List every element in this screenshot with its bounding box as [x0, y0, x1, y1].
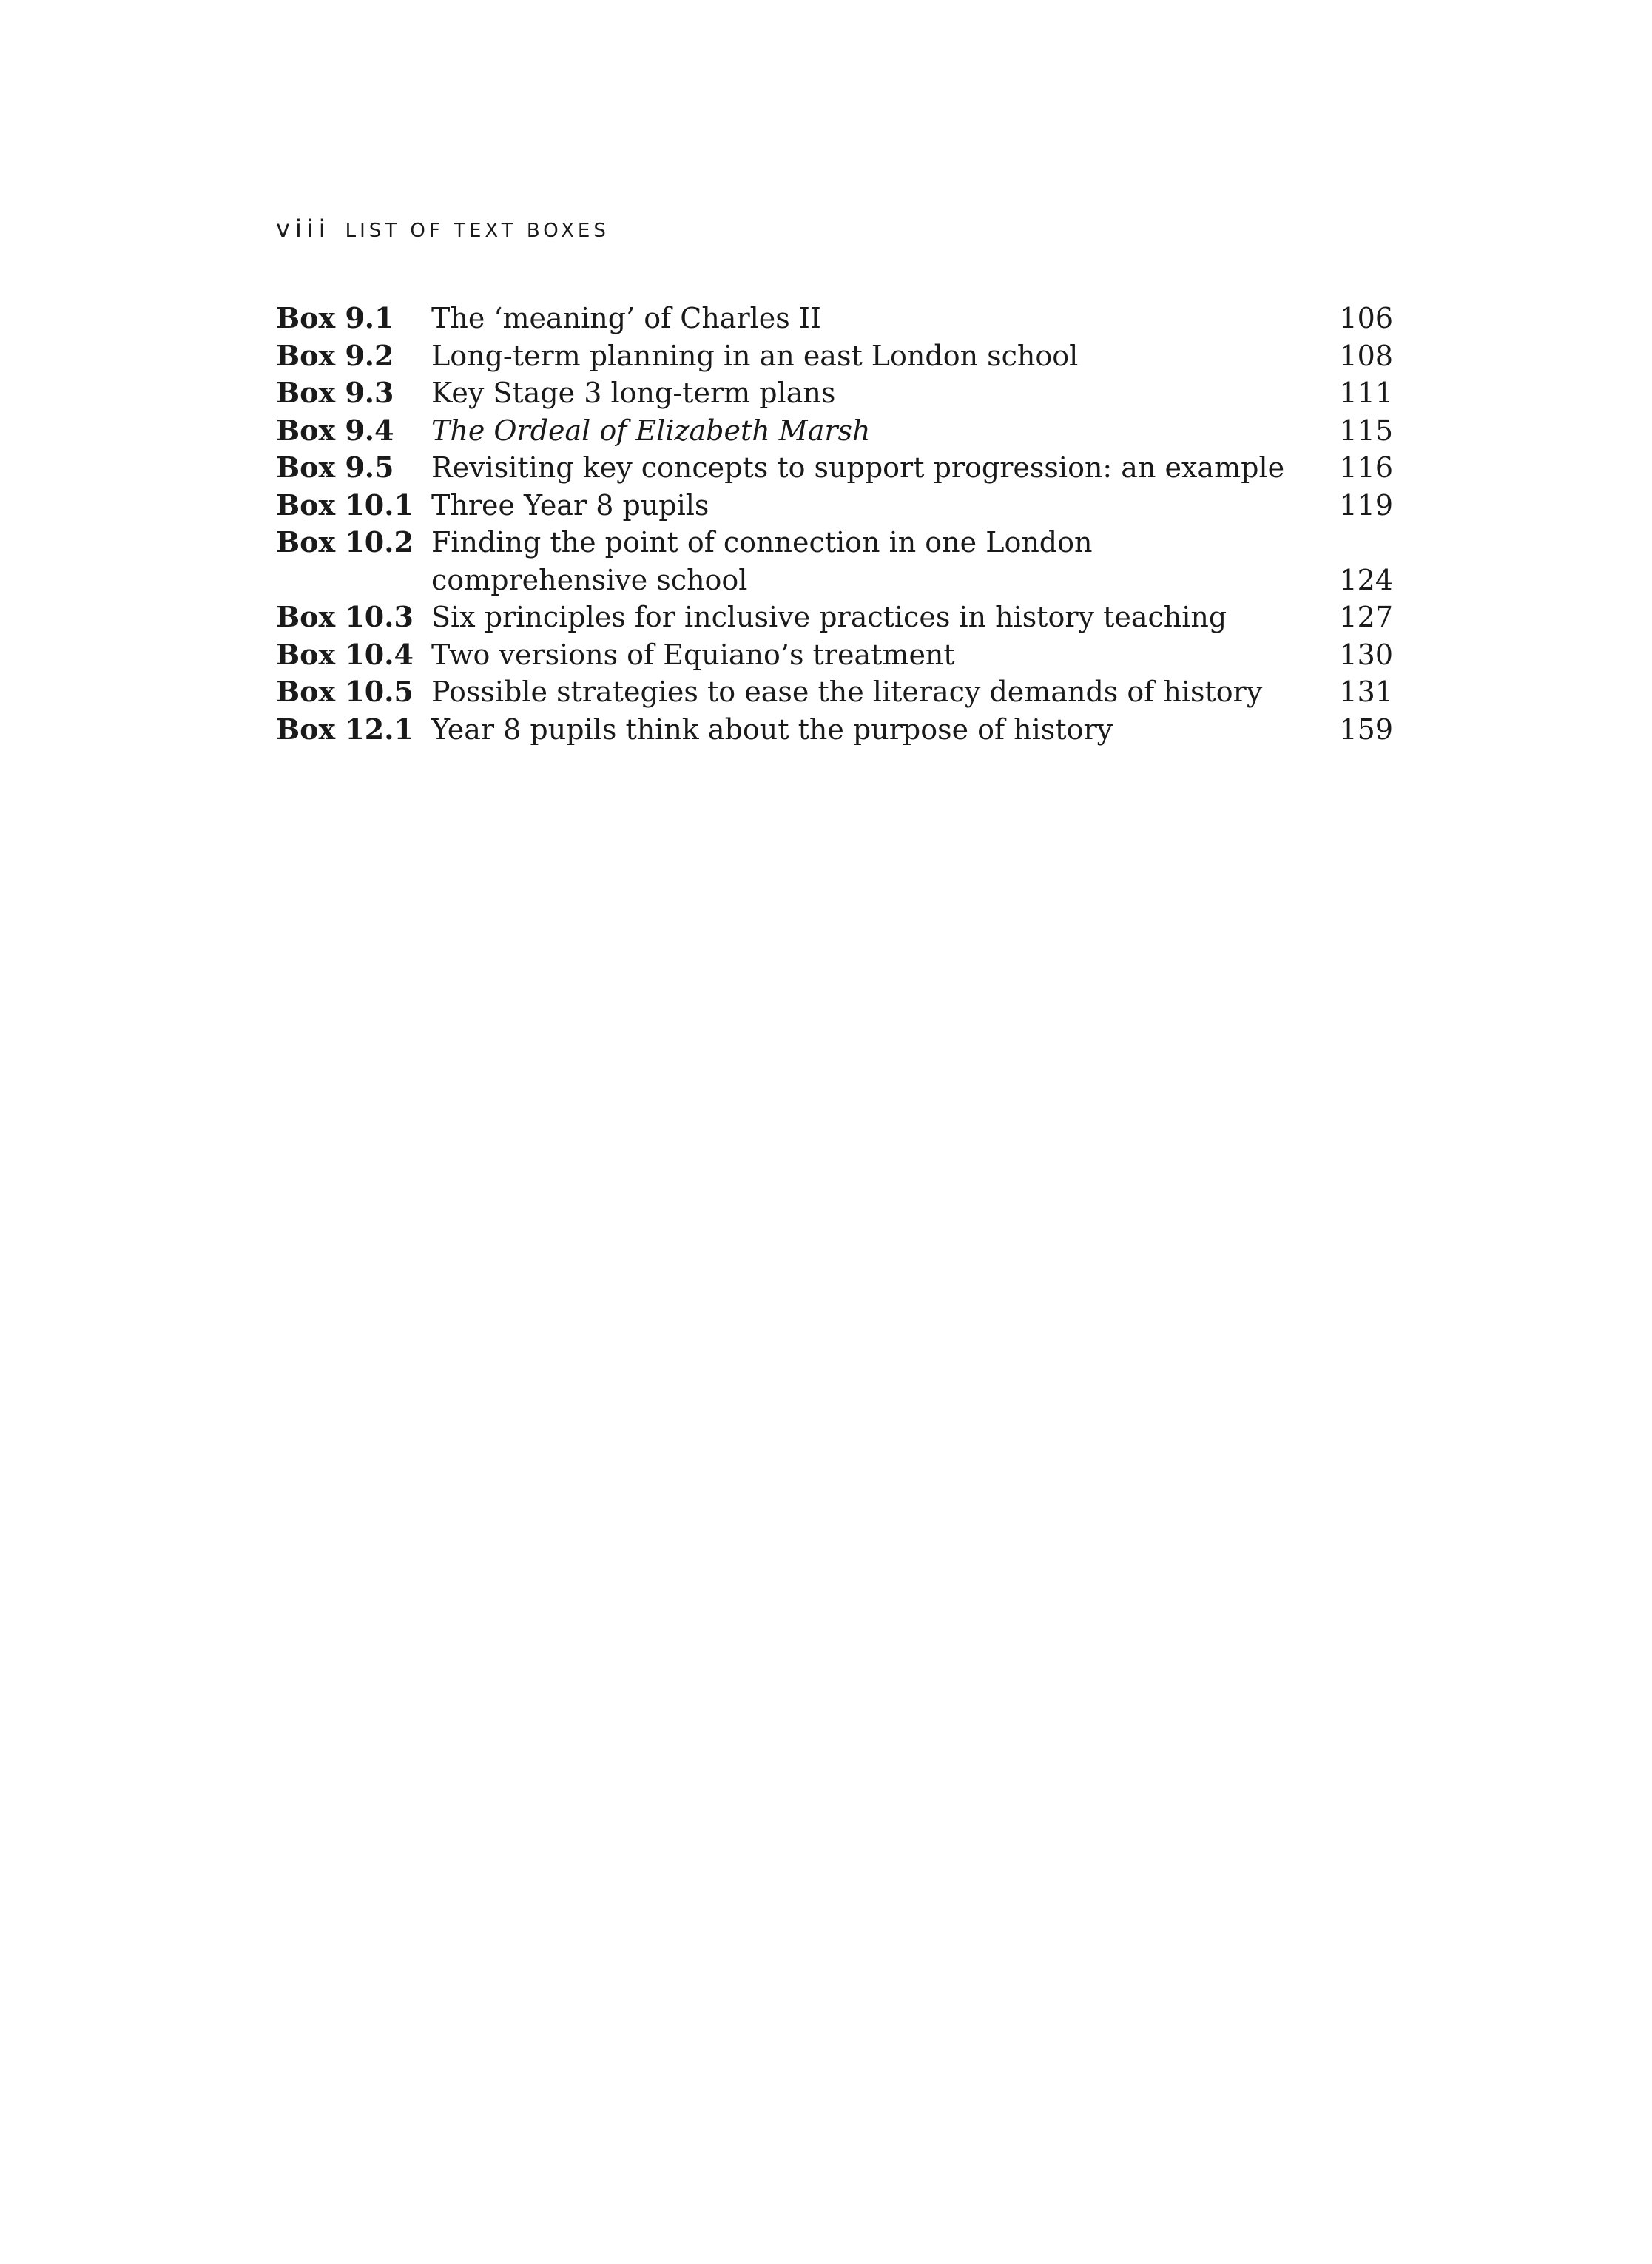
toc-entry [276, 673, 1393, 711]
box-title: Six principles for inclusive practices in history teaching [431, 601, 1227, 633]
box-label: Box 10.4 [276, 637, 414, 671]
box-label: Box 10.2 [276, 525, 414, 559]
page-number: 119 [1339, 488, 1393, 522]
toc-entry [276, 636, 1393, 674]
box-label: Box 10.3 [276, 600, 414, 633]
box-title: Key Stage 3 long-term plans [431, 377, 836, 409]
box-label: Box 9.3 [276, 376, 394, 409]
page-number: 131 [1339, 676, 1393, 708]
box-label: Box 9.1 [276, 301, 394, 334]
toc-entry [276, 374, 1393, 412]
toc-entry [276, 524, 1393, 599]
box-title: The Ordeal of Elizabeth Marsh [431, 414, 871, 447]
page-number: 111 [1339, 377, 1393, 409]
toc-entry [276, 599, 1393, 636]
toc-entry [276, 449, 1393, 487]
page-number: 130 [1339, 638, 1393, 671]
box-title: Long-term planning in an east London school [431, 339, 1079, 372]
running-head-title: LIST OF TEXT BOXES [345, 220, 610, 242]
box-label: Box 12.1 [276, 712, 414, 746]
box-title-line: Finding the point of connection in one London [431, 526, 1093, 559]
box-label: Box 9.2 [276, 338, 394, 372]
page-folio: viii [276, 215, 331, 243]
toc-entry [276, 487, 1393, 525]
box-label: Box 9.4 [276, 413, 394, 447]
page-number: 127 [1339, 601, 1393, 633]
running-head [276, 215, 610, 244]
box-title: Revisiting key concepts to support progression: an example [431, 451, 1285, 484]
box-label: Box 10.5 [276, 675, 414, 708]
toc-entry [276, 711, 1393, 749]
page-number: 124 [1339, 563, 1393, 596]
page-number: 108 [1339, 339, 1393, 372]
page-number: 159 [1339, 712, 1393, 746]
box-label: Box 9.5 [276, 451, 394, 484]
toc-entry [276, 412, 1393, 450]
box-title: Year 8 pupils think about the purpose of history [431, 712, 1113, 746]
page-number: 116 [1339, 451, 1393, 484]
page-number: 115 [1339, 414, 1393, 447]
page-number: 106 [1339, 302, 1393, 334]
box-title: Two versions of Equiano’s treatment [431, 638, 955, 671]
box-title-line: comprehensive school [431, 563, 748, 596]
box-title: The ‘meaning’ of Charles II [431, 302, 821, 334]
box-title [431, 524, 1326, 599]
list-of-text-boxes [276, 300, 1393, 748]
box-title: Three Year 8 pupils [431, 488, 709, 522]
toc-entry [276, 337, 1393, 375]
box-title: Possible strategies to ease the literacy demands of history [431, 676, 1263, 708]
box-label: Box 10.1 [276, 488, 414, 522]
toc-entry [276, 300, 1393, 337]
